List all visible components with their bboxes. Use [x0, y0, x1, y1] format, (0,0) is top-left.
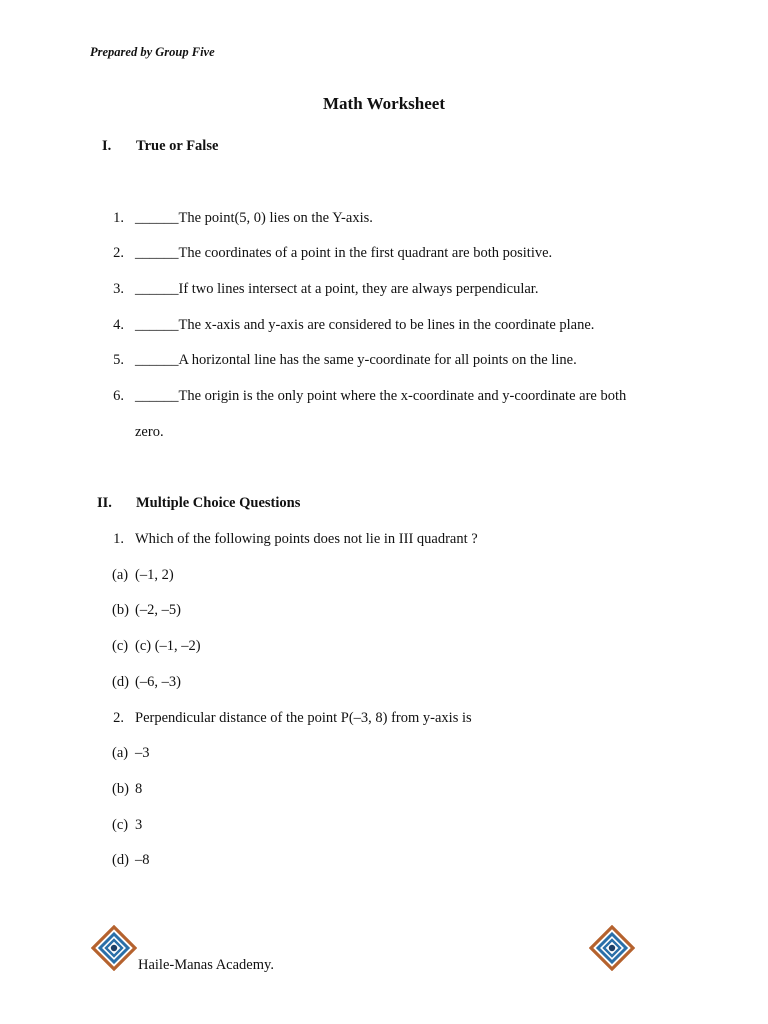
tf-item-3-number: 3. [113, 281, 124, 297]
mcq-q2-option-c-text: 3 [135, 817, 143, 833]
tf-item-4-number: 4. [113, 317, 124, 333]
tf-item-4-text: ______The x-axis and y-axis are considered to be lines in the coordinate plane. [135, 317, 595, 333]
mcq-q2-option-b-text: 8 [135, 781, 143, 797]
tf-item-2-text: ______The coordinates of a point in the first quadrant are both positive. [135, 245, 553, 261]
tf-item-6-continuation-text: zero. [135, 424, 164, 440]
mcq-question-2-text: Perpendicular distance of the point P(–3, 8) from y-axis is [135, 710, 472, 726]
mcq-q1-option-d-label: (d) [112, 674, 129, 690]
section-1-title: True or False [136, 138, 219, 154]
mcq-q1-option-c-label: (c) [112, 638, 129, 654]
mcq-question-2-number: 2. [113, 710, 124, 726]
mcq-q2-option-d-text: –8 [135, 852, 150, 868]
tf-item-3-text: ______If two lines intersect at a point, they are always perpendicular. [135, 281, 539, 297]
mcq-q1-option-a-label: (a) [112, 567, 129, 583]
academy-logo-icon-right [589, 925, 635, 971]
mcq-q2-option-a-text: –3 [135, 745, 150, 761]
section-2-number: II. [97, 495, 112, 511]
tf-item-1-text: ______The point(5, 0) lies on the Y-axis. [135, 210, 373, 226]
mcq-q2-option-c-label: (c) [112, 817, 129, 833]
tf-item-2-number: 2. [113, 245, 124, 261]
mcq-question-1-number: 1. [113, 531, 124, 547]
mcq-q1-option-c-text: (c) (–1, –2) [135, 638, 201, 654]
academy-name: Haile-Manas Academy. [138, 957, 274, 973]
mcq-q1-option-b-text: (–2, –5) [135, 602, 181, 618]
tf-item-6-text: ______The origin is the only point where the x-coordinate and y-coordinate are both [135, 388, 627, 404]
mcq-q1-option-b-label: (b) [112, 602, 129, 618]
mcq-q2-option-d-label: (d) [112, 852, 129, 868]
section-1-number: I. [102, 138, 112, 154]
tf-item-6-number: 6. [113, 388, 124, 404]
mcq-q2-option-a-label: (a) [112, 745, 129, 761]
section-2-title: Multiple Choice Questions [136, 495, 301, 511]
tf-item-5-text: ______A horizontal line has the same y-coordinate for all points on the line. [135, 352, 577, 368]
tf-item-5-number: 5. [113, 352, 124, 368]
mcq-question-1-text: Which of the following points does not lie in III quadrant ? [135, 531, 478, 547]
academy-logo-icon [91, 925, 137, 971]
mcq-q1-option-d-text: (–6, –3) [135, 674, 181, 690]
mcq-q2-option-b-label: (b) [112, 781, 129, 797]
tf-item-1-number: 1. [113, 210, 124, 226]
mcq-q1-option-a-text: (–1, 2) [135, 567, 174, 583]
page-title: Math Worksheet [323, 94, 445, 113]
header-note: Prepared by Group Five [90, 45, 215, 59]
